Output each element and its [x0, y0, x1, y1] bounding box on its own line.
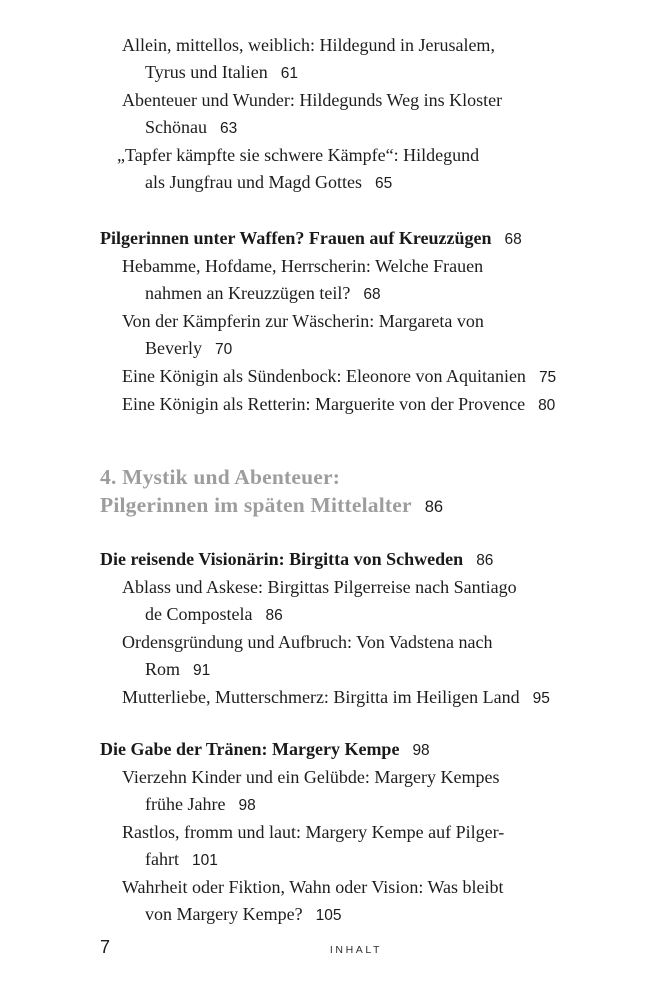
toc-entry-line: [100, 684, 612, 712]
chapter-heading-text: Pilgerinnen im späten Mittelalter: [100, 493, 412, 517]
toc-page-ref: 68: [504, 231, 522, 248]
toc-entry-line: Hebamme, Hofdame, Herrscherin: Welche Frauen: [122, 256, 484, 276]
toc-entry-text: Tyrus und Italien: [145, 62, 268, 82]
toc-entry-text: nahmen an Kreuzzügen teil?: [145, 283, 351, 303]
toc-entry-line: Abenteuer und Wunder: Hildegunds Weg ins Kloster: [122, 90, 503, 110]
toc-entry: [100, 574, 612, 629]
toc-entry-line: [100, 363, 612, 391]
toc-entry-line: Rastlos, fromm und laut: Margery Kempe auf Pilger-: [122, 822, 505, 842]
toc-entry: [100, 87, 612, 142]
toc-section-heading: [100, 225, 612, 253]
toc-page-ref: 86: [265, 607, 283, 624]
toc-page-ref: 105: [315, 907, 342, 924]
toc-section-heading: [100, 736, 612, 764]
toc-page-ref: 75: [538, 369, 557, 386]
toc-entry: [100, 874, 612, 929]
toc-entry-line: [100, 656, 612, 684]
toc-heading-text: Die reisende Visionärin: Birgitta von Schweden: [100, 549, 464, 569]
toc-entry: [100, 684, 612, 712]
running-title: INHALT: [329, 944, 383, 956]
toc-entry-text: Mutterliebe, Mutterschmerz: Birgitta im Heiligen Land: [122, 687, 520, 707]
toc-entry-line: [100, 335, 612, 363]
toc-entry-text: frühe Jahre: [145, 794, 226, 814]
chapter-heading: [100, 463, 612, 521]
toc-page-ref: 86: [424, 498, 444, 516]
table-of-contents: [100, 32, 612, 929]
toc-page-ref: 70: [214, 341, 233, 358]
toc-entry-line: [100, 280, 612, 308]
toc-entry-text: fahrt: [145, 849, 179, 869]
toc-entry-text: als Jungfrau und Magd Gottes: [145, 172, 362, 192]
toc-section-heading: [100, 546, 612, 574]
toc-entry-line: Ablass und Askese: Birgittas Pilgerreise nach Santiago: [122, 577, 517, 597]
toc-entry-line: Von der Kämpferin zur Wäscherin: Margareta von: [122, 311, 484, 331]
toc-entry-text: de Compostela: [145, 604, 253, 624]
toc-page-ref: 65: [374, 175, 393, 192]
toc-page-ref: 80: [538, 397, 556, 414]
toc-entry-line: „Tapfer kämpfte sie schwere Kämpfe“: Hildegund: [117, 145, 480, 165]
toc-entry: [100, 819, 612, 874]
toc-entry-line: Wahrheit oder Fiktion, Wahn oder Vision: Was bleibt: [122, 877, 504, 897]
toc-entry-line: [100, 59, 612, 87]
toc-page-ref: 61: [280, 65, 298, 82]
toc-entry-text: Rom: [145, 659, 181, 679]
toc-entry: [100, 32, 612, 87]
toc-entry-line: [100, 169, 612, 197]
toc-page-ref: 98: [238, 797, 256, 814]
toc-heading-text: Pilgerinnen unter Waffen? Frauen auf Kreuzzügen: [100, 228, 492, 248]
toc-page-ref: 63: [220, 120, 238, 137]
toc-page-ref: 95: [532, 690, 550, 707]
toc-entry: [100, 764, 612, 819]
chapter-heading-line: 4. Mystik und Abenteuer:: [100, 465, 341, 489]
toc-page-ref: 68: [363, 286, 381, 303]
toc-entry-text: Beverly: [145, 338, 202, 358]
toc-entry: [100, 629, 612, 684]
toc-entry-line: Ordensgründung und Aufbruch: Von Vadstena nach: [122, 632, 493, 652]
toc-entry-line: [100, 846, 612, 874]
toc-group-hildegund: [100, 32, 612, 197]
toc-heading-text: Die Gabe der Tränen: Margery Kempe: [100, 739, 400, 759]
toc-entry-text: Eine Königin als Sündenbock: Eleonore von Aquitanien: [122, 366, 526, 386]
toc-entry-line: Vierzehn Kinder und ein Gelübde: Margery Kempes: [122, 767, 500, 787]
toc-group-kreuzzuege: [100, 225, 612, 419]
toc-entry: [100, 253, 612, 308]
toc-group-birgitta: [100, 546, 612, 712]
toc-entry-line: [100, 901, 612, 929]
page-number: 7: [100, 937, 111, 957]
toc-entry-line: [100, 114, 612, 142]
toc-entry: [100, 391, 612, 419]
toc-entry-line: [100, 391, 612, 419]
toc-entry-line: [100, 601, 612, 629]
toc-entry-text: Schönau: [145, 117, 207, 137]
toc-page-ref: 98: [412, 742, 430, 759]
toc-page-ref: 86: [476, 552, 494, 569]
toc-page-ref: 91: [193, 662, 211, 679]
toc-entry-text: Eine Königin als Retterin: Marguerite von der Provence: [122, 394, 526, 414]
toc-page-ref: 101: [191, 852, 218, 869]
toc-entry: [100, 142, 612, 197]
toc-entry-text: von Margery Kempe?: [145, 904, 303, 924]
toc-entry: [100, 363, 612, 391]
toc-entry-line: [100, 791, 612, 819]
toc-group-margery: [100, 736, 612, 929]
chapter-heading-line: [100, 491, 612, 521]
toc-entry-line: Allein, mittellos, weiblich: Hildegund in Jerusalem,: [122, 35, 495, 55]
toc-entry: [100, 308, 612, 363]
